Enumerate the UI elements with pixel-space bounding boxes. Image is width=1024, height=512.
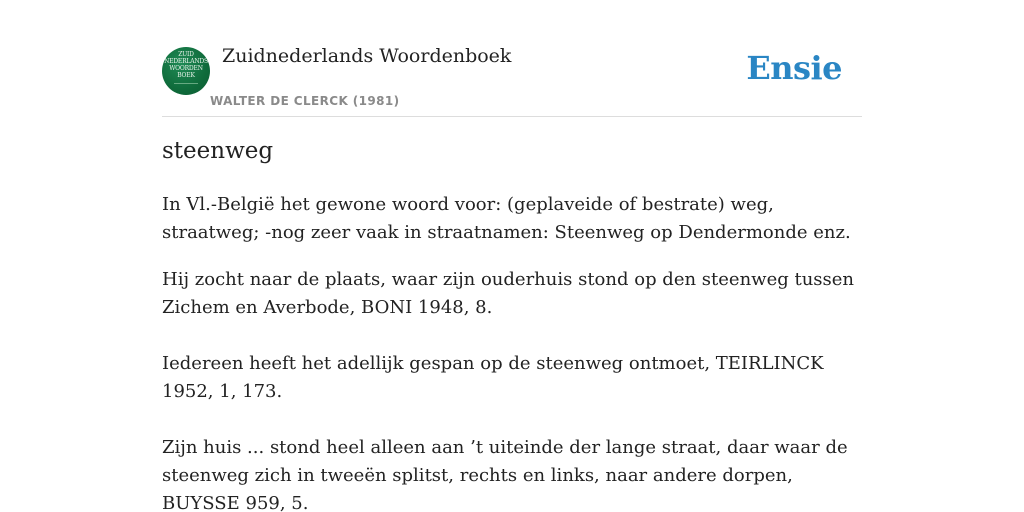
entry-definition: In Vl.-België het gewone woord voor: (geplaveide of bestrate) weg, straatweg; -nog zeer vaak in straatnamen: Steenweg op Dendermonde enz. <box>162 194 851 243</box>
ensie-logo-link[interactable]: Ensie <box>746 49 842 87</box>
logo-text: ZUID NEDERLANDS WOORDEN BOEK <box>164 51 208 79</box>
quote-list <box>162 266 862 512</box>
book-cover-logo[interactable] <box>162 47 210 95</box>
book-author: WALTER DE CLERCK (1981) <box>210 94 400 108</box>
quote-item: Iedereen heeft het adellijk gespan op de steenweg ontmoet, TEIRLINCK 1952, 1, 173. <box>162 353 824 402</box>
page <box>162 0 862 512</box>
entry-title: steenweg <box>162 138 274 164</box>
header <box>162 0 862 117</box>
quote-item: Zijn huis ... stond heel alleen aan ’t uiteinde der lange straat, daar waar de steenweg zich in tweeën splitst, rechts en links, naar andere dorpen, BUYSSE 959, 5. <box>162 437 848 512</box>
logo-divider <box>174 83 198 84</box>
quote-item: Hij zocht naar de plaats, waar zijn ouderhuis stond op den steenweg tussen Zichem en Averbode, BONI 1948, 8. <box>162 269 855 318</box>
book-title[interactable]: Zuidnederlands Woordenboek <box>222 45 512 67</box>
